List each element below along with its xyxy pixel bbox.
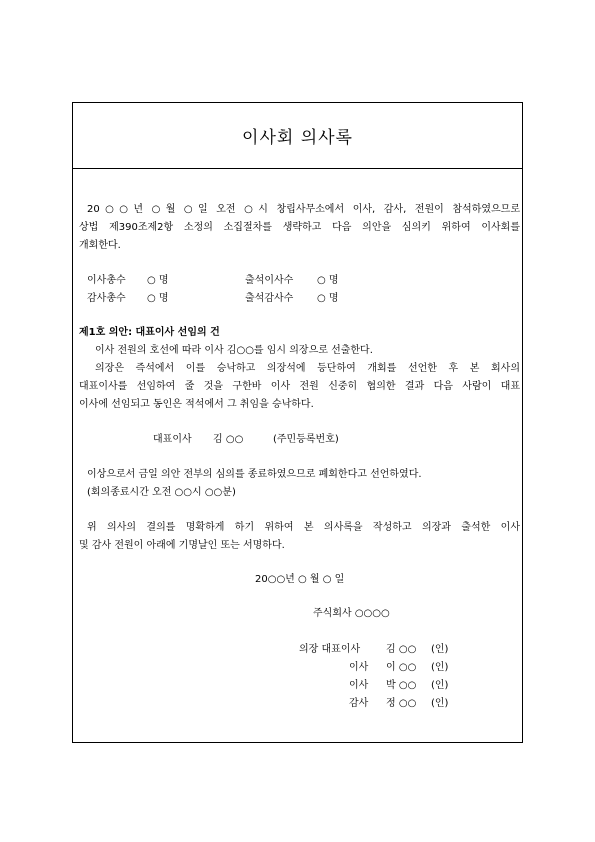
title-row (73, 103, 522, 169)
auditors-total-label: 감사총수 (87, 293, 126, 304)
closing-line: 이상으로서 금일 의안 전부의 심의를 종료하였으므로 폐회한다고 선언하였다. (87, 469, 422, 480)
signature-seal-auditor: (인) (431, 698, 449, 709)
directors-present-value: ○ 명 (317, 275, 339, 286)
agenda-line-1: 이사 전원의 호선에 따라 이사 김○○를 임시 의장으로 선출한다. (95, 345, 373, 356)
intro-line-3: 개회한다. (79, 240, 121, 251)
representative-name: 김 ○○ (213, 434, 244, 445)
agenda-line-4: 이사에 선임되고 동인은 적석에서 그 취임을 승낙하다. (79, 399, 314, 410)
signature-seal-director-1: (인) (431, 662, 449, 673)
statement-line-1: 위 의사의 결의를 명확하게 하기 위하여 본 의사록을 작성하고 의장과 출석한 이사 (87, 522, 520, 533)
signature-name-director-2: 박 ○○ (386, 680, 417, 691)
intro-line-1: 20○○년 ○월 ○일 오전 ○시 창립사무소에서 이사, 감사, 전원이 참석하였으므로 (87, 204, 520, 215)
company-name: 주식회사 ○○○○ (313, 608, 390, 619)
signature-role-chair: 의장 대표이사 (299, 644, 361, 655)
directors-total-label: 이사총수 (87, 275, 126, 286)
representative-id: (주민등록번호) (273, 434, 339, 445)
signature-seal-director-2: (인) (431, 680, 449, 691)
auditors-present-label: 출석감사수 (245, 293, 294, 304)
signature-role-auditor: 감사 (349, 698, 369, 709)
signature-name-chair: 김 ○○ (386, 644, 417, 655)
signature-name-auditor: 정 ○○ (386, 698, 417, 709)
representative-title: 대표이사 (153, 434, 192, 445)
document-date: 20○○년 ○ 월 ○ 일 (255, 574, 345, 585)
document-title: 이사회 의사록 (242, 128, 353, 148)
closing-time: (회의종료시간 오전 ○○시 ○○분) (87, 487, 236, 498)
directors-total-value: ○ 명 (147, 275, 169, 286)
signature-name-director-1: 이 ○○ (386, 662, 417, 673)
signature-role-director-1: 이사 (349, 662, 369, 673)
agenda-line-3: 대표이사를 선임하여 줄 것을 구한바 이사 전원 신중히 협의한 결과 다음 사람이 대표 (79, 381, 520, 392)
intro-line-2: 상법 제390조제2항 소정의 소집절차를 생략하고 다음 의안을 심의키 위하여 이사회를 (79, 222, 520, 233)
signature-role-director-2: 이사 (349, 680, 369, 691)
statement-line-2: 및 감사 전원이 아래에 기명날인 또는 서명하다. (79, 540, 285, 551)
auditors-total-value: ○ 명 (147, 293, 169, 304)
minutes-document (72, 102, 523, 743)
signature-seal-chair: (인) (431, 644, 449, 655)
auditors-present-value: ○ 명 (317, 293, 339, 304)
agenda-heading: 제1호 의안: 대표이사 선임의 건 (79, 327, 220, 338)
directors-present-label: 출석이사수 (245, 275, 294, 286)
agenda-line-2: 의장은 즉석에서 이를 승낙하고 의장석에 등단하여 개회를 선언한 후 본 회사의 (95, 363, 520, 374)
